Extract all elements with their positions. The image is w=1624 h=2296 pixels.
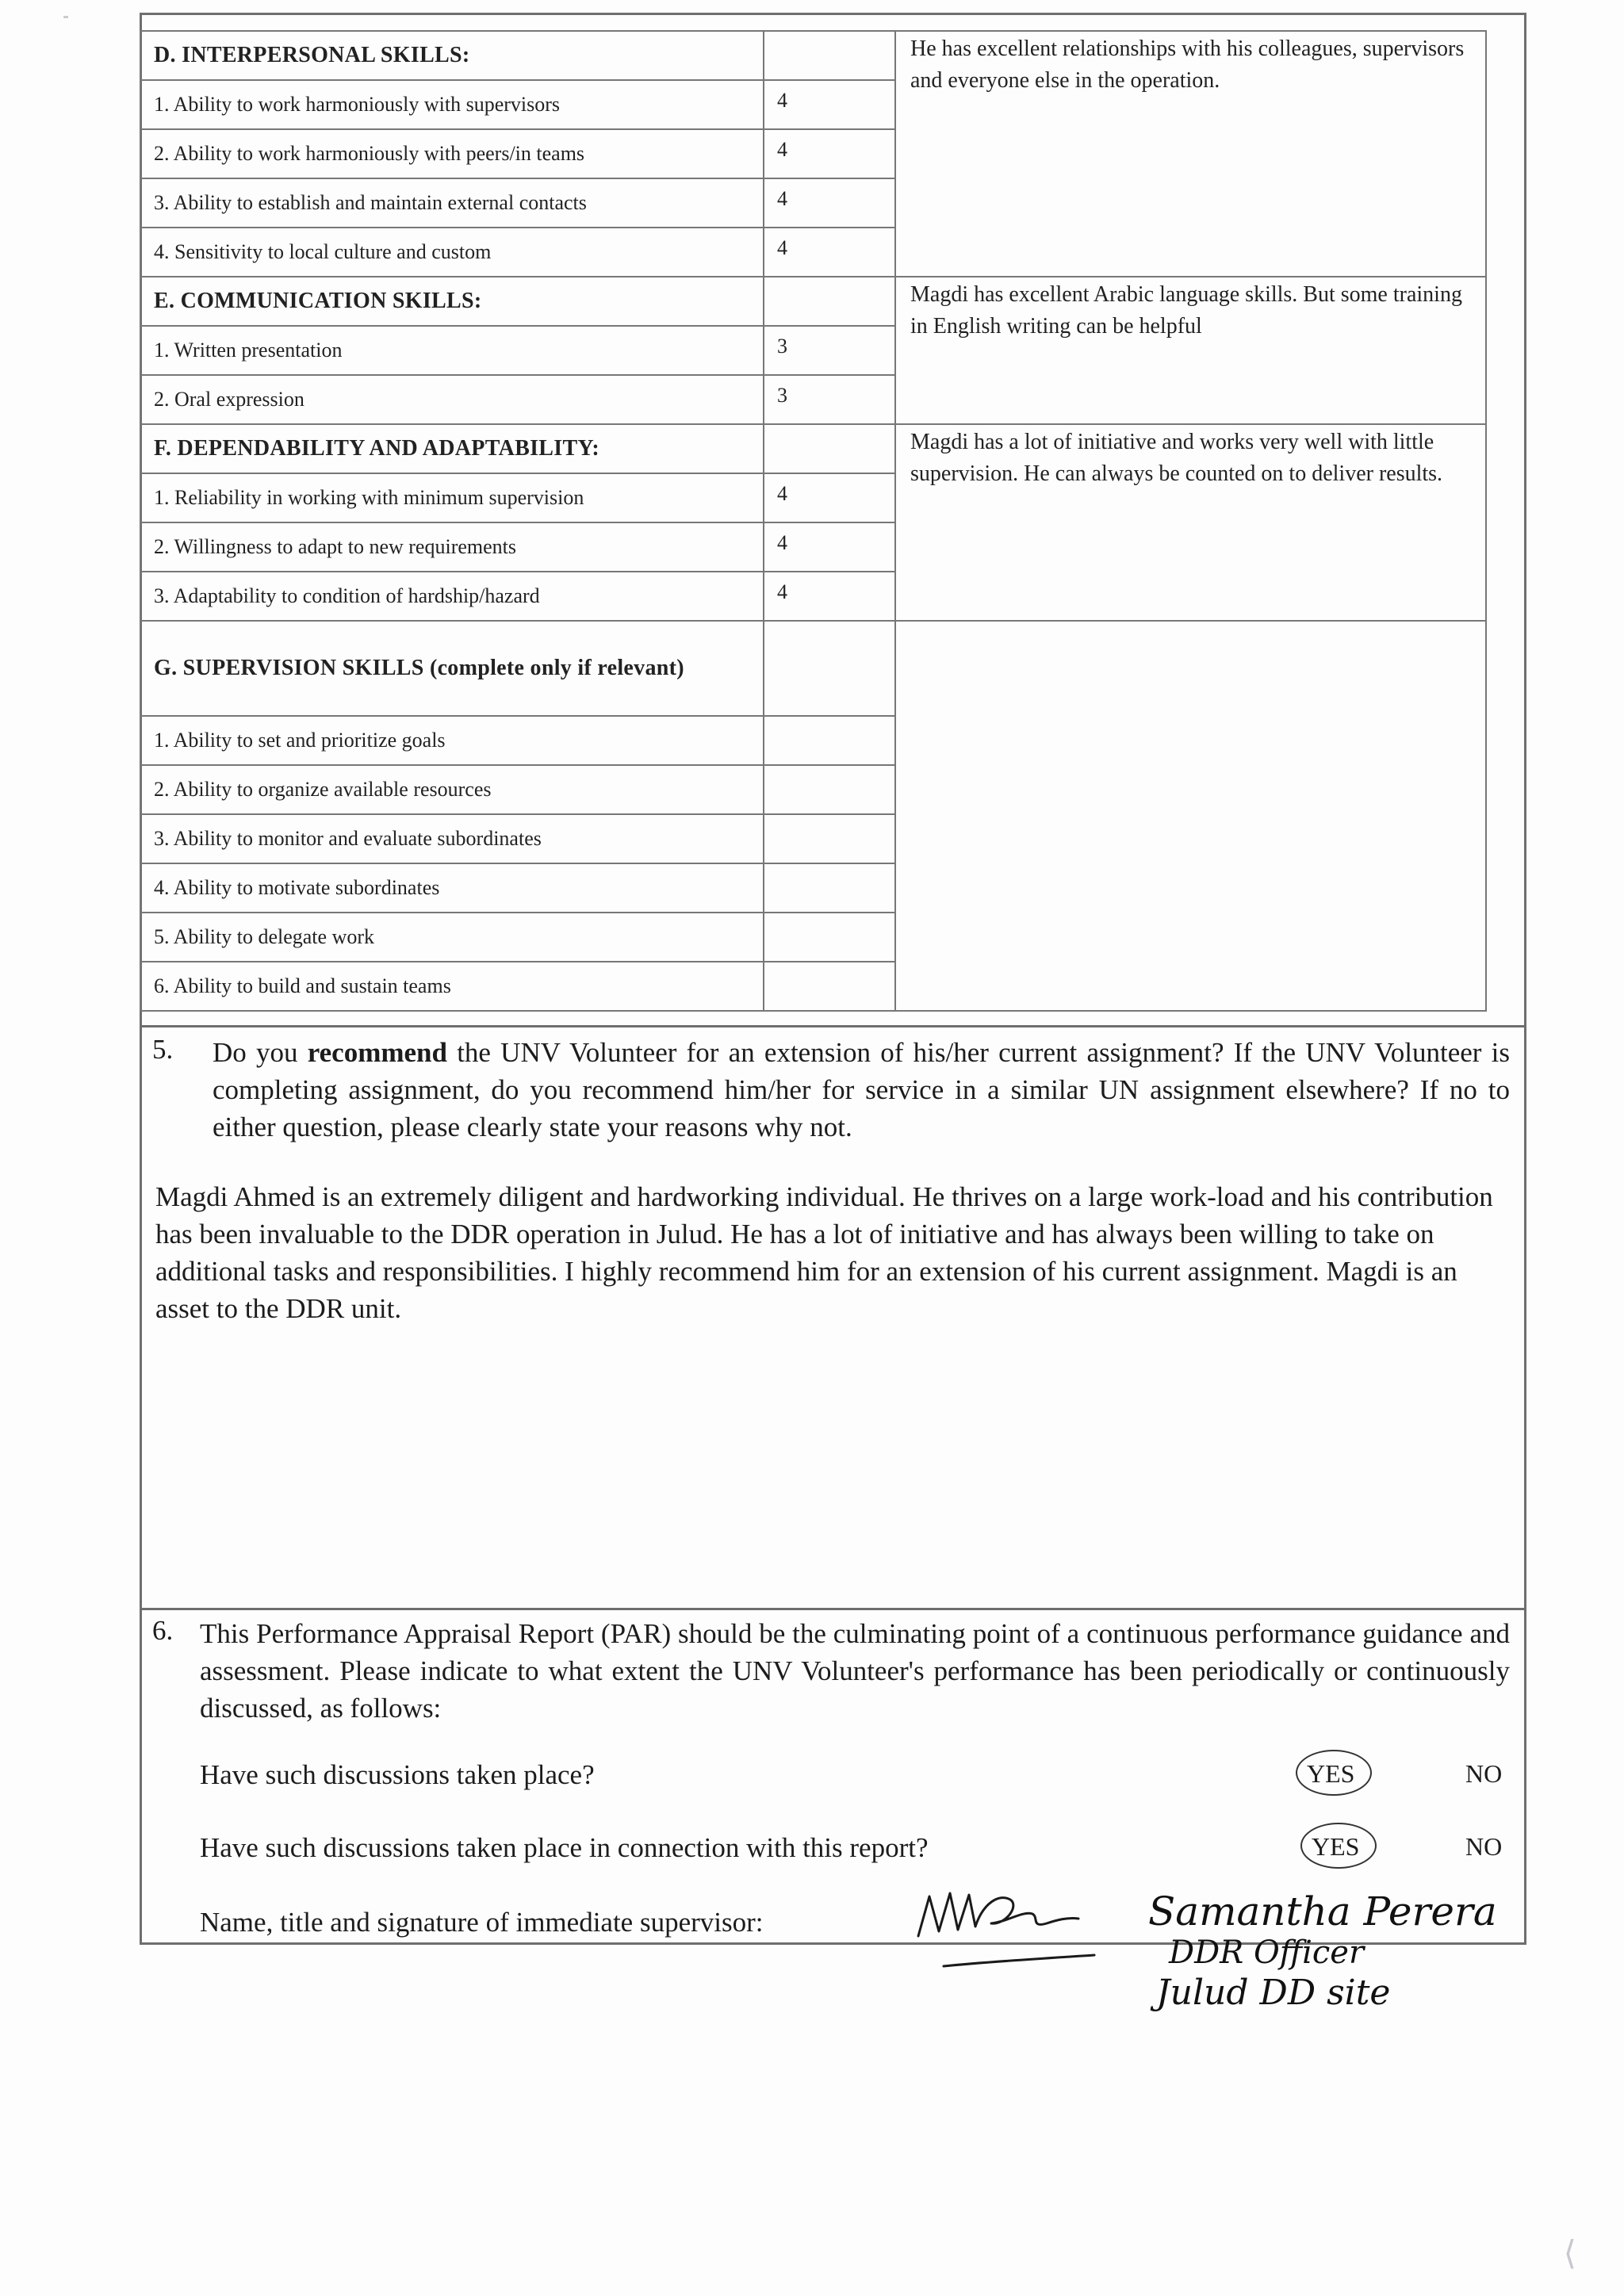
skill-rating: [764, 716, 895, 765]
yes-option: YES: [1312, 1832, 1360, 1861]
category-row: [140, 277, 1486, 326]
skill-rating: 4: [764, 129, 895, 178]
no-option: NO: [1465, 1832, 1503, 1861]
skill-label: 3. Ability to monitor and evaluate subordinates: [140, 814, 764, 863]
handwritten-site: Julud DD site: [1156, 1973, 1391, 2013]
question-5-text: [213, 1034, 1510, 1146]
handwritten-title: DDR Officer: [1169, 1934, 1365, 1971]
skill-rating: 4: [764, 178, 895, 228]
question-number: 5.: [152, 1034, 174, 1065]
skill-label: 1. Ability to set and prioritize goals: [140, 716, 764, 765]
category-rating-cell: [764, 277, 895, 326]
skill-rating: 4: [764, 522, 895, 572]
skill-rating: 4: [764, 572, 895, 621]
category-title: E. COMMUNICATION SKILLS:: [140, 277, 764, 326]
recommendation-answer: Magdi Ahmed is an extremely diligent and hardworking individual. He thrives on a large work-load and his contribution has been invaluable to the DDR operation in Julud. He has a lot of initiative and has always been willing to take on additional tasks and responsibilities. I highly recommend him for an extension of his current assignment. Magdi is an asset to the DDR unit.: [155, 1181, 1493, 1324]
signature-label: Name, title and signature of immediate supervisor:: [200, 1907, 764, 1938]
skill-rating: 4: [764, 228, 895, 277]
no-option: NO: [1465, 1759, 1503, 1788]
skill-rating: 4: [764, 80, 895, 129]
skill-label: 2. Oral expression: [140, 375, 764, 424]
question-text-part: the UNV Volunteer for an extension of his/her current assignment? If the UNV Volunteer is completing assignment, do you recommend him/her for service in a similar UN assignment elsewhere? If no to either question, please clearly state your reasons why not.: [213, 1037, 1510, 1142]
handwritten-name: Samantha Perera: [1148, 1888, 1497, 1934]
skill-rating: [764, 814, 895, 863]
skill-label: 1. Written presentation: [140, 326, 764, 375]
category-row: [140, 424, 1486, 473]
category-row: [140, 621, 1486, 716]
skill-rating: 3: [764, 375, 895, 424]
skill-rating: [764, 863, 895, 913]
skill-label: 4. Sensitivity to local culture and custom: [140, 228, 764, 277]
skill-label: 2. Ability to organize available resources: [140, 765, 764, 814]
category-comment: Magdi has excellent Arabic language skills. But some training in English writing can be helpful: [895, 277, 1486, 424]
category-rating-cell: [764, 621, 895, 716]
discussion-question-1: Have such discussions taken place?: [200, 1759, 595, 1790]
category-title: F. DEPENDABILITY AND ADAPTABILITY:: [140, 424, 764, 473]
skill-label: 1. Reliability in working with minimum supervision: [140, 473, 764, 522]
discussion-question-2: Have such discussions taken place in connection with this report?: [200, 1832, 929, 1863]
category-comment: He has excellent relationships with his colleagues, supervisors and everyone else in the operation.: [895, 31, 1486, 277]
skill-label: 3. Ability to establish and maintain external contacts: [140, 178, 764, 228]
skill-label: 2. Willingness to adapt to new requirements: [140, 522, 764, 572]
category-row: [140, 31, 1486, 80]
question-text-part: Do you: [213, 1037, 308, 1068]
question-text-emphasis: recommend: [307, 1037, 447, 1068]
question-number: 6.: [152, 1615, 174, 1646]
skill-rating: 3: [764, 326, 895, 375]
skill-label: 2. Ability to work harmoniously with peers/in teams: [140, 129, 764, 178]
category-title: D. INTERPERSONAL SKILLS:: [140, 31, 764, 80]
skills-rating-table: [140, 30, 1487, 1012]
category-rating-cell: [764, 424, 895, 473]
category-comment: Magdi has a lot of initiative and works very well with little supervision. He can always be counted on to deliver results.: [895, 424, 1486, 621]
category-title: G. SUPERVISION SKILLS (complete only if relevant): [140, 621, 764, 716]
skill-rating: 4: [764, 473, 895, 522]
question-6-text: This Performance Appraisal Report (PAR) should be the culminating point of a continuous performance guidance and assessment. Please indicate to what extent the UNV Volunteer's performance has been periodically or continuously discussed, as follows:: [200, 1618, 1510, 1724]
skill-label: 3. Adaptability to condition of hardship/hazard: [140, 572, 764, 621]
yes-option: YES: [1307, 1759, 1355, 1788]
corner-mark: ⟨: [1563, 2233, 1576, 2272]
category-comment: [895, 621, 1486, 1011]
scan-mark: [63, 16, 68, 18]
question-5-section: [140, 1027, 1526, 1606]
skill-label: 4. Ability to motivate subordinates: [140, 863, 764, 913]
skill-label: 1. Ability to work harmoniously with supervisors: [140, 80, 764, 129]
category-rating-cell: [764, 31, 895, 80]
skill-label: 5. Ability to delegate work: [140, 913, 764, 962]
skill-label: 6. Ability to build and sustain teams: [140, 962, 764, 1011]
skill-rating: [764, 765, 895, 814]
supervisor-signature: [912, 1879, 1118, 1982]
skill-rating: [764, 962, 895, 1011]
skill-rating: [764, 913, 895, 962]
